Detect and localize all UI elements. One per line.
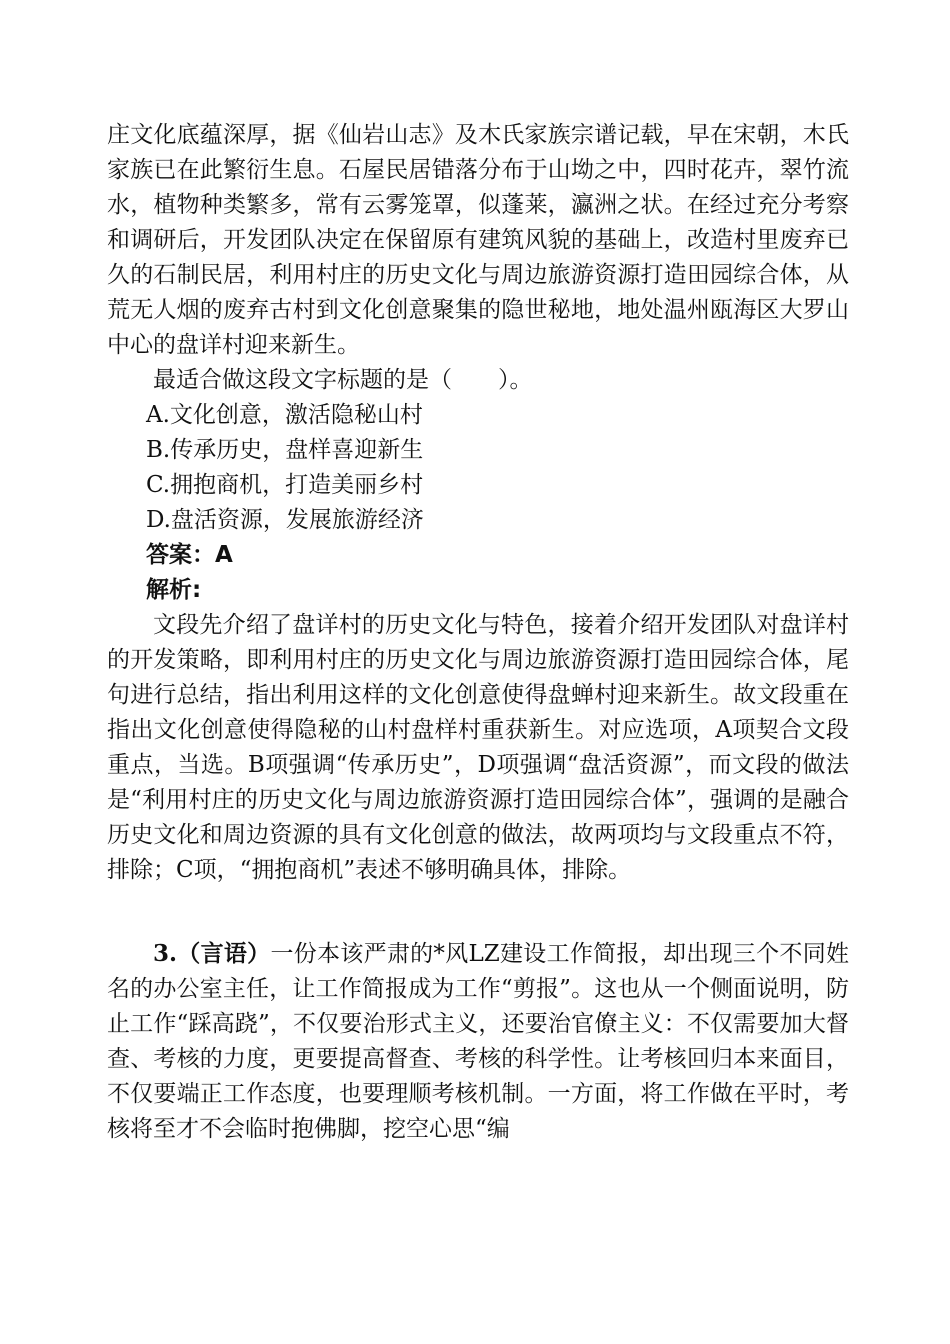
question-3 [107,936,849,1147]
question-3-number: 3.（言语） [153,940,271,967]
option-a: A.文化创意，激活隐秘山村 [146,402,423,428]
question-prompt: 最适合做这段文字标题的是（ ）。 [153,367,533,393]
analysis-label: 解析: [146,577,202,603]
analysis-text: 文段先介绍了盘详村的历史文化与特色，接着介绍开发团队对盘详村的开发策略，即利用村庄的历史文化与周边旅游资源打造田园综合体，尾句进行总结，指出利用这样的文化创意使得盘蝉村迎来新生。故文段重在指出文化创意使得隐秘的山村盘样村重获新生。对应选项，A项契合文段重点，当选。B项强调“传承历史”，D项强调“盘活资源”，而文段的做法是“利用村庄的历史文化与周边旅游资源打造田园综合体”，强调的是融合历史文化和周边资源的具有文化创意的做法，故两项均与文段重点不符，排除；C项，“拥抱商机”表述不够明确具体，排除。 [107,612,849,883]
options-list [107,398,849,538]
answer-label: 答案：A [146,542,233,568]
question-3-text: 一份本该严肃的*风LZ建设工作简报，却出现三个不同姓名的办公室主任，让工作简报成为工作“剪报”。这也从一个侧面说明，防止工作“踩高跷”，不仅要治形式主义，还要治官僚主义：不仅需要加大督查、考核的力度，更要提高督查、考核的科学性。让考核回归本来面目，不仅要端正工作态度，也要理顺考核机制。一方面，将工作做在平时，考核将至才不会临时抱佛脚，挖空心思“编 [107,941,849,1142]
option-d: D.盘活资源，发展旅游经济 [146,507,424,533]
document-page [107,118,849,1147]
option-b: B.传承历史，盘样喜迎新生 [146,437,424,463]
passage-text: 庄文化底蕴深厚，据《仙岩山志》及木氏家族宗谱记载，早在宋朝，木氏家族已在此繁衍生息。石屋民居错落分布于山坳之中，四时花卉，翠竹流水，植物种类繁多，常有云雾笼罩，似蓬莱，瀛洲之状。在经过充分考察和调研后，开发团队决定在保留原有建筑风貌的基础上，改造村里废弃已久的石制民居，利用村庄的历史文化与周边旅游资源打造田园综合体，从荒无人烟的废弃古村到文化创意聚集的隐世秘地，地处温州瓯海区大罗山中心的盘详村迎来新生。 [107,122,849,358]
option-c: C.拥抱商机，打造美丽乡村 [146,472,424,498]
section-gap [107,888,849,936]
